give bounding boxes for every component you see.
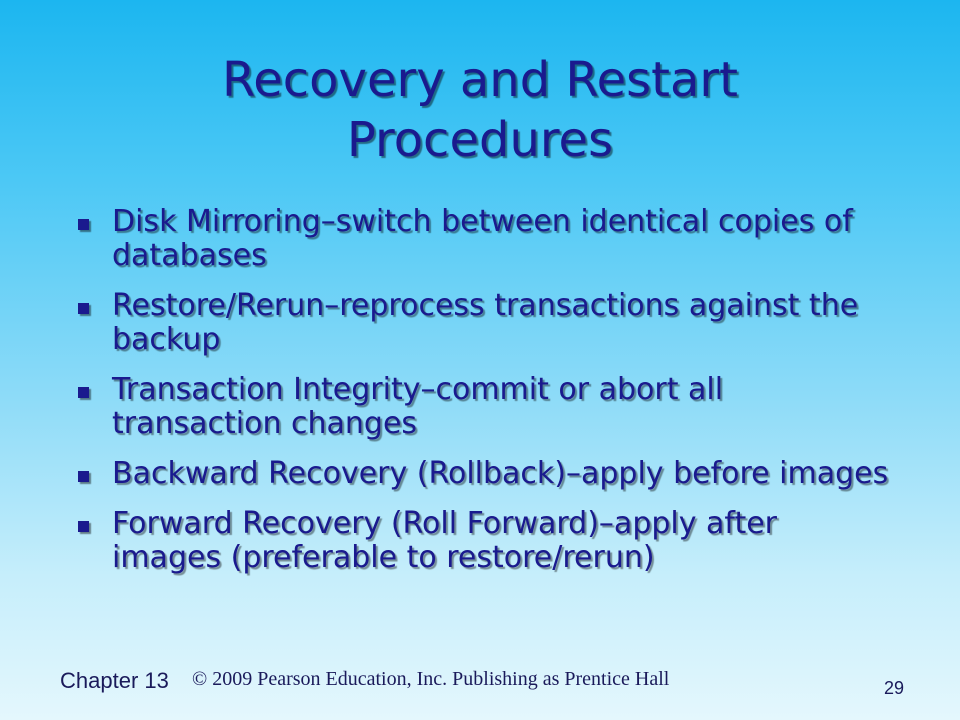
slide-title: Recovery and Restart Procedures bbox=[222, 52, 738, 168]
bullet-text: Forward Recovery (Roll Forward)–apply after images (preferable to restore/rerun) bbox=[112, 506, 777, 575]
square-bullet-icon bbox=[78, 219, 89, 230]
square-bullet-icon bbox=[78, 303, 89, 314]
bullet-item bbox=[72, 205, 892, 273]
bullet-item bbox=[72, 457, 892, 491]
bullet-item bbox=[72, 289, 892, 357]
bullet-text: Restore/Rerun–reprocess transactions against the backup bbox=[112, 288, 859, 357]
bullet-text: Transaction Integrity–commit or abort all transaction changes bbox=[112, 372, 724, 441]
square-bullet-icon bbox=[78, 471, 89, 482]
square-bullet-icon bbox=[78, 387, 89, 398]
square-bullet-icon bbox=[78, 521, 89, 532]
footer-chapter: Chapter 13 bbox=[60, 668, 169, 693]
bullet-text: Backward Recovery (Rollback)–apply before images bbox=[112, 456, 889, 491]
bullet-list bbox=[72, 205, 892, 591]
page-number: 29 bbox=[884, 678, 905, 698]
bullet-item bbox=[72, 373, 892, 441]
bullet-text: Disk Mirroring–switch between identical copies of databases bbox=[112, 204, 853, 273]
bullet-item bbox=[72, 507, 892, 575]
footer-copyright: © 2009 Pearson Education, Inc. Publishing as Prentice Hall bbox=[192, 668, 670, 690]
